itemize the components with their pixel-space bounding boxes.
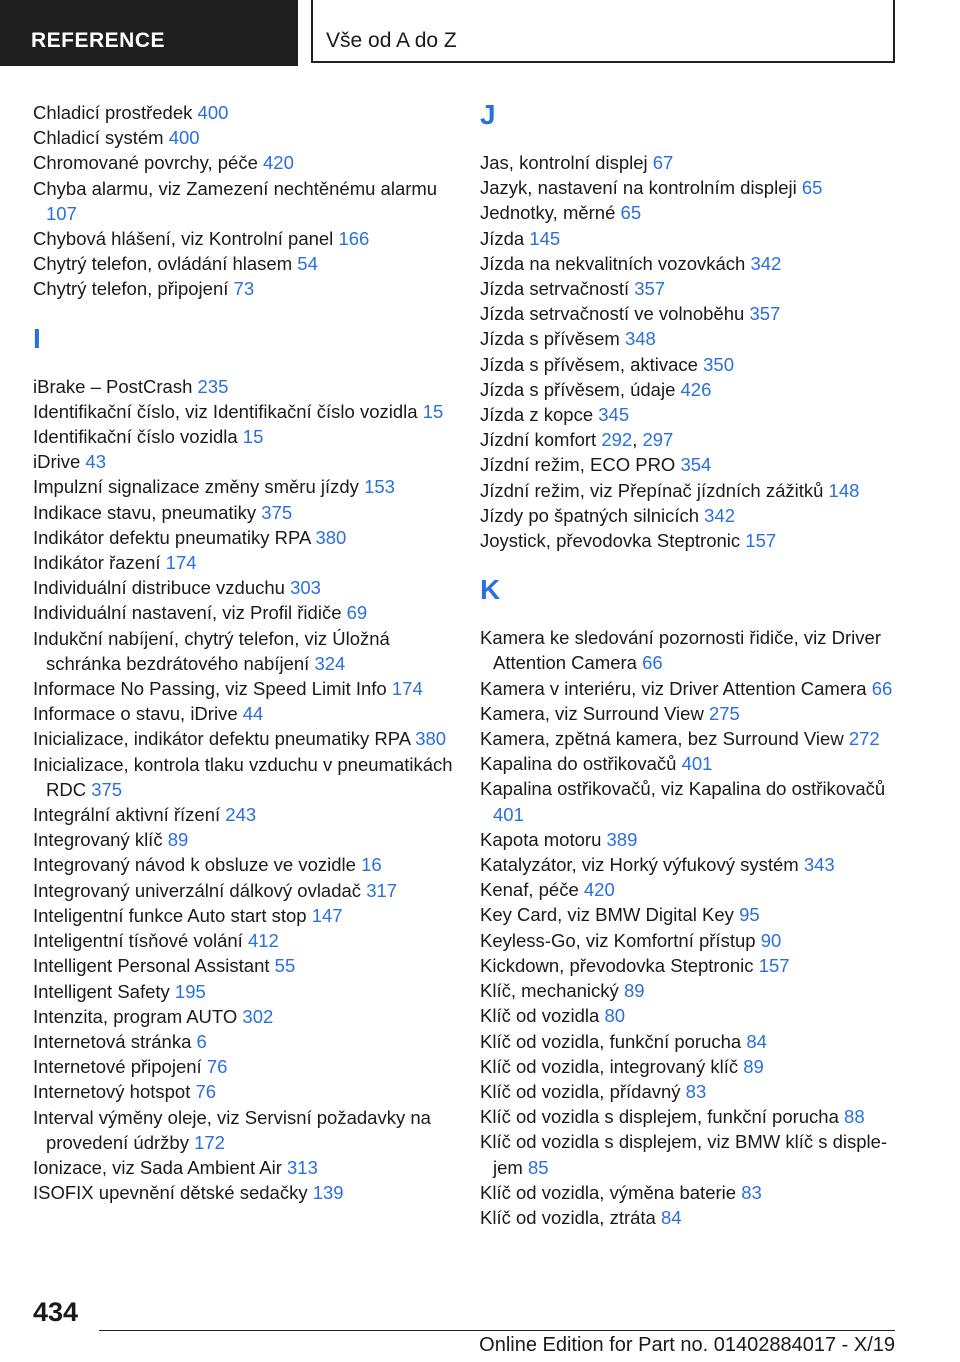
page-reference-link[interactable]: 54 bbox=[297, 253, 318, 275]
page-number: 434 bbox=[33, 1297, 79, 1327]
index-entry-text: Inteligentní funkce Auto start stop bbox=[33, 904, 307, 926]
index-entry bbox=[33, 125, 463, 150]
page-reference-link[interactable]: 302 bbox=[242, 1005, 274, 1027]
index-entry-text: Jednotky, měrné bbox=[480, 202, 616, 224]
page-reference-link[interactable]: 90 bbox=[760, 929, 782, 951]
page-reference-link[interactable]: 95 bbox=[739, 904, 760, 926]
index-entry bbox=[480, 528, 910, 553]
footer-edition-text: Online Edition for Part no. 01402884017 - X/19 bbox=[479, 1334, 895, 1356]
page-reference-link[interactable]: 145 bbox=[529, 227, 561, 249]
page-reference-link[interactable]: 357 bbox=[634, 278, 666, 300]
page-reference-link[interactable]: 15 bbox=[422, 400, 444, 422]
index-entry-text: Jízda na nekvalitních vozovkách bbox=[480, 252, 746, 274]
index-entry-text: Integrovaný univerzální dálkový ovladač bbox=[33, 879, 362, 901]
index-entry-text: Kenaf, péče bbox=[480, 879, 579, 901]
index-entry-text: Integrální aktivní řízení bbox=[33, 804, 221, 826]
index-entry-text: Jízda bbox=[480, 227, 525, 249]
index-entry-text: Chromované povrchy, péče bbox=[33, 152, 258, 174]
index-entry bbox=[33, 1105, 463, 1155]
page-reference-link[interactable]: 174 bbox=[165, 552, 197, 574]
index-entry-text: ISOFIX upevnění dětské sedačky bbox=[33, 1182, 308, 1204]
index-entry-text: Intelligent Safety bbox=[33, 980, 170, 1002]
index-entry bbox=[33, 1029, 463, 1054]
page-reference-link[interactable]: 400 bbox=[168, 127, 200, 149]
index-entry bbox=[33, 953, 463, 978]
index-entry-text: Identifikační číslo vozidla bbox=[33, 426, 238, 448]
page-reference-link[interactable]: 375 bbox=[91, 778, 123, 800]
page-reference-link[interactable]: 73 bbox=[233, 278, 255, 300]
page-reference-link[interactable]: 317 bbox=[366, 879, 398, 901]
page-reference-link[interactable]: 89 bbox=[743, 1055, 764, 1077]
page-reference-link[interactable]: 15 bbox=[242, 426, 264, 448]
index-entry-text: Jízda s přívěsem, údaje bbox=[480, 378, 676, 400]
page-reference-link[interactable]: 67 bbox=[652, 152, 674, 173]
index-entry bbox=[480, 175, 910, 200]
index-entry bbox=[480, 503, 910, 528]
index-entry-text: Individuální distribuce vzduchu bbox=[33, 577, 285, 599]
index-entry bbox=[33, 600, 463, 625]
page-reference-link[interactable]: 401 bbox=[681, 753, 713, 775]
index-entry bbox=[33, 374, 463, 399]
index-entry-text: Indikátor řazení bbox=[33, 552, 161, 574]
index-entry-text: Keyless-Go, viz Komfortní přístup bbox=[480, 929, 756, 951]
index-entry bbox=[480, 200, 910, 225]
page-reference-link[interactable]: 350 bbox=[703, 353, 734, 375]
index-letter-heading: K bbox=[480, 574, 501, 606]
index-entry bbox=[33, 449, 463, 474]
index-entry bbox=[33, 500, 463, 525]
page-reference-link[interactable]: 345 bbox=[598, 404, 630, 426]
index-entry-text: Jazyk, nastavení na kontrolním displeji bbox=[480, 177, 797, 199]
index-entry bbox=[480, 676, 910, 701]
page-reference-link[interactable]: 412 bbox=[247, 930, 279, 952]
index-entry bbox=[480, 478, 910, 503]
page-reference-link[interactable]: 357 bbox=[749, 303, 781, 325]
page-reference-link[interactable]: 348 bbox=[624, 328, 656, 350]
index-letter-heading: I bbox=[33, 322, 41, 354]
index-entry-text: Jízda s přívěsem, aktivace bbox=[480, 353, 698, 375]
index-entry bbox=[480, 852, 910, 877]
index-entry-text: Klíč od vozidla, výměna baterie bbox=[480, 1181, 737, 1203]
index-entry-text: Jas, kontrolní displej bbox=[480, 152, 648, 173]
page-reference-link[interactable]: 83 bbox=[741, 1181, 762, 1203]
index-entry bbox=[33, 676, 463, 701]
index-entry bbox=[33, 802, 463, 827]
index-entry-text: Klíč od vozidla, funkční porucha bbox=[480, 1030, 742, 1052]
index-entry-text: Kamera v interiéru, viz Driver Attention Camera bbox=[480, 677, 867, 699]
index-entry-text: Chladicí systém bbox=[33, 127, 164, 149]
page-reference-link[interactable]: 389 bbox=[606, 828, 638, 850]
index-entry-text: Jízda z kopce bbox=[480, 404, 594, 426]
index-entry-text: Informace o stavu, iDrive bbox=[33, 703, 238, 725]
page-reference-link[interactable]: 66 bbox=[642, 652, 663, 674]
index-entry bbox=[480, 726, 910, 751]
index-entry bbox=[480, 625, 910, 675]
index-entry bbox=[33, 626, 463, 676]
page-reference-link[interactable]: 324 bbox=[314, 652, 346, 674]
index-entry bbox=[33, 575, 463, 600]
page-reference-link[interactable]: 297 bbox=[642, 429, 674, 451]
index-entry bbox=[480, 377, 910, 402]
index-entry-text: Jízdní režim, viz Přepínač jízdních zážitků bbox=[480, 479, 824, 501]
footer-divider bbox=[99, 1330, 895, 1331]
page-reference-link[interactable]: 65 bbox=[620, 202, 642, 224]
index-entry-text: Inicializace, kontrola tlaku vzduchu v pneumatikách RDC bbox=[33, 753, 453, 800]
index-entry bbox=[33, 251, 463, 276]
index-entry-text: Jízdní režim, ECO PRO bbox=[480, 454, 676, 476]
index-entry bbox=[480, 402, 910, 427]
index-entry bbox=[480, 1029, 910, 1054]
page-reference-link[interactable]: 195 bbox=[174, 980, 206, 1002]
index-entry-text: Jízdy po špatných silnicích bbox=[480, 504, 700, 526]
index-entry bbox=[33, 525, 463, 550]
index-entry-text: Integrovaný návod k obsluze ve vozidle bbox=[33, 854, 356, 876]
index-entry-text: Chyba alarmu, viz Zamezení nechtěnému alarmu bbox=[33, 177, 438, 199]
index-entry bbox=[33, 827, 463, 852]
subsection-tab[interactable]: Vše od A do Z bbox=[311, 0, 895, 63]
index-entry bbox=[480, 251, 910, 276]
index-entry bbox=[33, 424, 463, 449]
index-entry-text: Internetový hotspot bbox=[33, 1081, 191, 1103]
index-entry bbox=[33, 852, 463, 877]
index-entry bbox=[480, 751, 910, 776]
index-entry-text: Jízda s přívěsem bbox=[480, 328, 620, 350]
index-entry bbox=[480, 326, 910, 351]
page-reference-link[interactable]: 148 bbox=[828, 479, 860, 501]
index-entry-text: Kamera, viz Surround View bbox=[480, 702, 704, 724]
index-entry bbox=[33, 878, 463, 903]
page-reference-link[interactable]: 313 bbox=[287, 1156, 318, 1178]
index-entry bbox=[480, 1003, 910, 1028]
index-entry bbox=[480, 276, 910, 301]
index-entry-text: Jízda setrvačností bbox=[480, 278, 630, 300]
index-entry-text: Intelligent Personal Assistant bbox=[33, 955, 270, 977]
index-column-left bbox=[33, 100, 463, 1205]
index-entry bbox=[33, 100, 463, 125]
index-entry-text: Klíč od vozidla, integrovaný klíč bbox=[480, 1055, 739, 1077]
index-entry bbox=[480, 827, 910, 852]
index-entry bbox=[33, 276, 463, 301]
index-entry bbox=[33, 928, 463, 953]
index-entry-text: Impulzní signalizace změny směru jízdy bbox=[33, 476, 359, 498]
index-entry-text: Kickdown, převodovka Steptronic bbox=[480, 954, 754, 976]
page-header bbox=[0, 0, 960, 66]
page-reference-link[interactable]: 65 bbox=[801, 177, 823, 199]
index-entry-text: Internetová stránka bbox=[33, 1030, 192, 1052]
page-reference-link[interactable]: 76 bbox=[195, 1081, 217, 1103]
page-reference-link[interactable]: 107 bbox=[46, 202, 77, 224]
index-entry-text: Chladicí prostředek bbox=[33, 102, 193, 123]
index-entry bbox=[480, 978, 910, 1003]
index-entry bbox=[33, 1054, 463, 1079]
section-tab[interactable]: REFERENCE bbox=[0, 0, 298, 66]
index-entry-text: Intenzita, program AUTO bbox=[33, 1005, 238, 1027]
index-entry bbox=[33, 979, 463, 1004]
index-entry-text: Klíč, mechanický bbox=[480, 980, 619, 1002]
index-entry-text: Klíč od vozidla s displejem, viz BMW klíč s displejem bbox=[480, 1131, 888, 1178]
index-entry-text: Jízdní komfort bbox=[480, 429, 597, 451]
page-reference-link[interactable]: 375 bbox=[261, 501, 293, 523]
page-reference-link[interactable]: 400 bbox=[197, 102, 229, 123]
index-entry bbox=[480, 776, 910, 826]
page-reference-link[interactable]: 80 bbox=[604, 1005, 626, 1027]
page-reference-link[interactable]: 174 bbox=[391, 678, 423, 700]
page-reference-link[interactable]: 342 bbox=[750, 252, 782, 274]
index-entry bbox=[480, 928, 910, 953]
index-entry-text: Katalyzátor, viz Horký výfukový systém bbox=[480, 854, 799, 876]
index-entry bbox=[480, 150, 910, 175]
index-entry bbox=[480, 902, 910, 927]
index-entry-text: iDrive bbox=[33, 451, 81, 473]
index-entry bbox=[33, 903, 463, 928]
page-reference-link[interactable]: 354 bbox=[680, 454, 712, 476]
index-entry-text: Klíč od vozidla bbox=[480, 1005, 600, 1027]
page-reference-link[interactable]: 139 bbox=[312, 1182, 344, 1204]
index-entry-text: Identifikační číslo, viz Identifikační číslo vozidla bbox=[33, 400, 418, 422]
page-reference-link[interactable]: 76 bbox=[206, 1056, 228, 1078]
index-entry-text: Kapalina ostřikovačů, viz Kapalina do ostřikovačů bbox=[480, 778, 886, 800]
index-entry-text: Interval výměny oleje, viz Servisní požadavky na provedení údržby bbox=[33, 1106, 431, 1153]
index-entry-text: Indukční nabíjení, chytrý telefon, viz Úložná schránka bezdrátového nabíjení bbox=[33, 627, 390, 674]
index-entry-text: Individuální nastavení, viz Profil řidiče bbox=[33, 602, 342, 624]
page-reference-link[interactable]: 420 bbox=[263, 152, 294, 174]
page-reference-link[interactable]: 380 bbox=[415, 728, 447, 750]
index-entry-text: Inicializace, indikátor defektu pneumatiky RPA bbox=[33, 728, 411, 750]
page-reference-link[interactable]: 157 bbox=[745, 530, 777, 552]
index-entry bbox=[33, 1004, 463, 1029]
index-entry bbox=[480, 1054, 910, 1079]
index-entry-text: Chytrý telefon, ovládání hlasem bbox=[33, 253, 293, 275]
page-reference-link[interactable]: 166 bbox=[338, 228, 370, 250]
index-entry bbox=[33, 176, 463, 226]
page-reference-link[interactable]: 55 bbox=[274, 955, 296, 977]
page-reference-link[interactable]: 43 bbox=[85, 451, 106, 473]
page-reference-link[interactable]: 89 bbox=[623, 980, 645, 1002]
index-entry bbox=[33, 399, 463, 424]
page-reference-link[interactable]: 426 bbox=[680, 378, 712, 400]
index-entry bbox=[33, 1180, 463, 1205]
index-entry-text: Klíč od vozidla, ztráta bbox=[480, 1206, 656, 1228]
index-letter-heading: J bbox=[480, 99, 496, 130]
index-entry bbox=[480, 877, 910, 902]
page-reference-link[interactable]: 16 bbox=[361, 854, 382, 876]
page-reference-link[interactable]: 89 bbox=[167, 829, 189, 851]
index-entry bbox=[480, 1180, 910, 1205]
page-reference-link[interactable]: 84 bbox=[746, 1030, 767, 1052]
index-column-right bbox=[480, 100, 910, 1230]
index-entry bbox=[33, 752, 463, 802]
index-entry-text: Ionizace, viz Sada Ambient Air bbox=[33, 1156, 282, 1178]
page-reference-link[interactable]: 303 bbox=[290, 577, 321, 599]
index-entry bbox=[33, 150, 463, 175]
index-entry bbox=[480, 701, 910, 726]
index-entry bbox=[480, 1104, 910, 1129]
index-entry bbox=[33, 550, 463, 575]
index-entry bbox=[33, 1155, 463, 1180]
index-entry bbox=[480, 226, 910, 251]
page-reference-link[interactable]: 6 bbox=[196, 1030, 207, 1052]
page-reference-link[interactable]: 275 bbox=[708, 702, 740, 724]
index-entry bbox=[480, 352, 910, 377]
page-reference-link[interactable]: 292 bbox=[601, 429, 633, 451]
index-entry bbox=[480, 452, 910, 477]
page-reference-link[interactable]: 88 bbox=[844, 1106, 865, 1128]
index-entry bbox=[480, 1079, 910, 1104]
page-reference-link[interactable]: 85 bbox=[527, 1156, 549, 1178]
page-reference-link[interactable]: 153 bbox=[364, 476, 395, 498]
page-reference-link[interactable]: 343 bbox=[803, 854, 835, 876]
index-entry-text: Jízda setrvačností ve volnoběhu bbox=[480, 303, 745, 325]
index-entry bbox=[480, 953, 910, 978]
index-entry-text: Chytrý telefon, připojení bbox=[33, 278, 229, 300]
page-reference-link[interactable]: 380 bbox=[315, 526, 347, 548]
index-entry-text: Inteligentní tísňové volání bbox=[33, 930, 243, 952]
index-entry-text: Klíč od vozidla, přídavný bbox=[480, 1080, 681, 1102]
index-entry-text: Joystick, převodovka Steptronic bbox=[480, 530, 741, 552]
index-entry bbox=[33, 226, 463, 251]
page-reference-link[interactable]: 83 bbox=[685, 1080, 707, 1102]
page-reference-link[interactable]: 147 bbox=[311, 904, 343, 926]
page-reference-link[interactable]: 172 bbox=[194, 1131, 225, 1153]
page-reference-link[interactable]: 272 bbox=[848, 728, 880, 750]
page-reference-link[interactable]: 44 bbox=[242, 703, 264, 725]
index-entry bbox=[33, 474, 463, 499]
page-reference-link[interactable]: 235 bbox=[197, 375, 229, 397]
index-entry-text: Kamera, zpětná kamera, bez Surround View bbox=[480, 728, 844, 750]
index-entry-text: Key Card, viz BMW Digital Key bbox=[480, 904, 734, 926]
page-reference-link[interactable]: 342 bbox=[704, 504, 736, 526]
index-entry-text: Kapalina do ostřikovačů bbox=[480, 753, 677, 775]
index-entry bbox=[480, 1205, 910, 1230]
page-reference-link[interactable]: 157 bbox=[758, 954, 790, 976]
index-entry-text: Informace No Passing, viz Speed Limit Info bbox=[33, 678, 387, 700]
index-entry-text: Klíč od vozidla s displejem, funkční porucha bbox=[480, 1106, 839, 1128]
index-entry-text: Indikátor defektu pneumatiky RPA bbox=[33, 526, 311, 548]
index-entry: Jízdní komfort 292, 297 bbox=[480, 429, 674, 451]
page-reference-link[interactable]: 420 bbox=[583, 879, 615, 901]
index-entry bbox=[480, 301, 910, 326]
page-reference-link[interactable]: 66 bbox=[871, 677, 893, 699]
page-reference-link[interactable]: 84 bbox=[660, 1206, 682, 1228]
page-reference-link[interactable]: 243 bbox=[225, 804, 257, 826]
index-entry-text: Internetové připojení bbox=[33, 1056, 202, 1078]
index-entry bbox=[480, 1129, 910, 1179]
index-entry-text: Chybová hlášení, viz Kontrolní panel bbox=[33, 228, 334, 250]
index-entry-text: Integrovaný klíč bbox=[33, 829, 163, 851]
index-entry bbox=[33, 1079, 463, 1104]
index-entry bbox=[33, 701, 463, 726]
index-entry-text: Indikace stavu, pneumatiky bbox=[33, 501, 257, 523]
index-entry-text: iBrake – PostCrash bbox=[33, 375, 193, 397]
page-reference-link[interactable]: 69 bbox=[346, 602, 368, 624]
index-entry-text: Kamera ke sledování pozornosti řidiče, viz Driver Attention Camera bbox=[480, 627, 881, 674]
page-reference-link[interactable]: 401 bbox=[493, 803, 524, 825]
index-entry bbox=[33, 726, 463, 751]
index-entry-text: Kapota motoru bbox=[480, 828, 602, 850]
